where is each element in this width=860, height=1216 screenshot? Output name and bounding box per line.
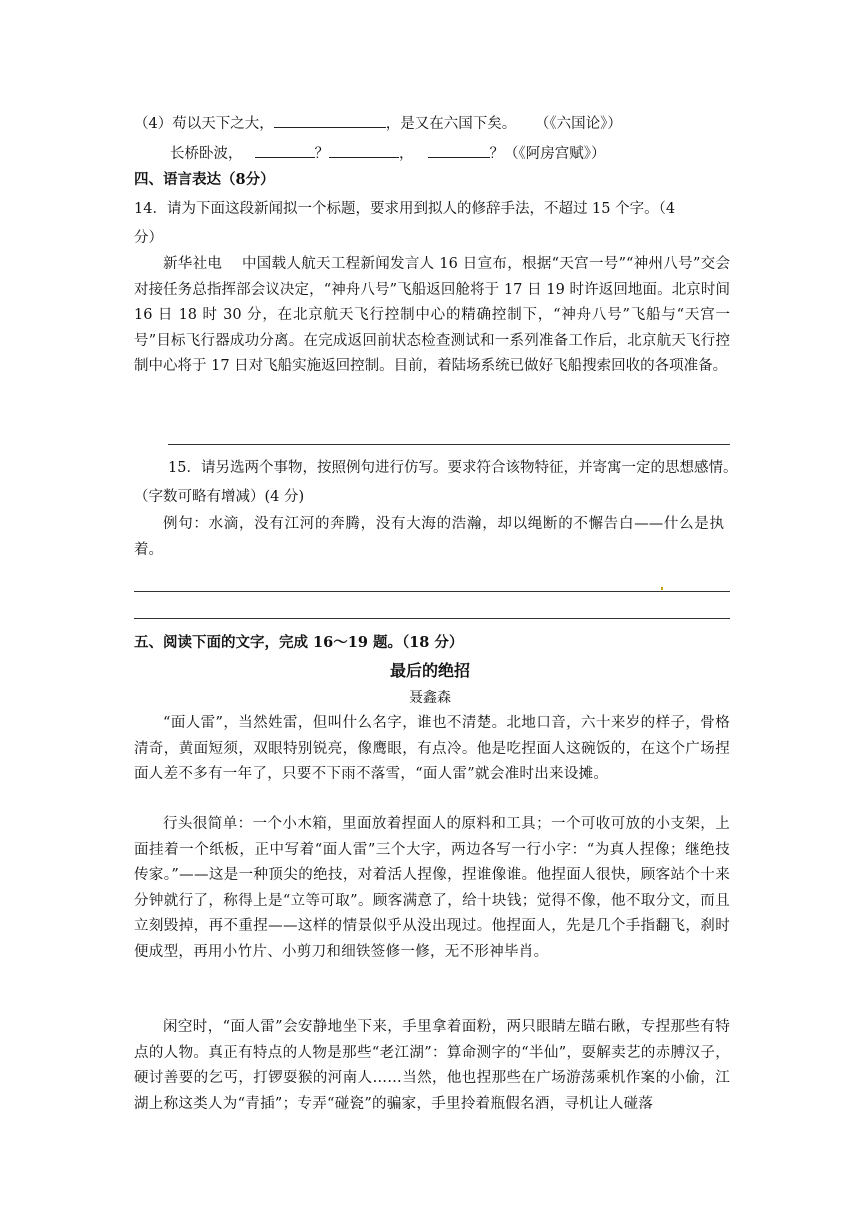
section-heading-4: 四、语言表达（8分） (134, 171, 275, 188)
q13-4-prefix: （4）苟以天下之大 (134, 116, 260, 132)
q13-item-5 (170, 141, 770, 164)
q13-item-4 (134, 111, 734, 134)
blank-line (329, 141, 399, 158)
q15-prompt-line2: （字数可略有增减）(4 分) (134, 489, 305, 505)
essay-author: 聂鑫森 (409, 690, 451, 706)
essay-paragraph-3: 闲空时，“面人雷”会安静地坐下来，手里拿着面粉，两只眼睛左瞄右瞅，专捏那些有特点的人物。真正有特点的人物是那些“老江湖”：算命测字的“半仙”，耍解卖艺的赤膊汉子，硬讨善要的乞丐，打锣耍猴的河南人……当然，他也捏那些在广场游荡乘机作案的小偷，江湖上称这类人为“青插”；专弄“碰瓷”的骗家，手里拎着瓶假名酒，寻机让人碰落 (134, 1019, 730, 1112)
q14-news-paragraph: 新华社电 中国载人航天工程新闻发言人 16 日宣布，根据“天宫一号”“神州八号”交会对接任务总指挥部会议决定，“神舟八号”飞船返回舱将于 17 日 19 时许返回地面。北京时间 16 日 18 时 30 分，在北京航天飞行控制中心的精确控制下，“神舟八号”飞船与“天宫一号”目标飞行器成功分离。在完成返回前状态检查测试和一系列准备工作后，北京航天飞行控制中心将于 17 日对飞船实施返回控制。目前，着陆场系统已做好飞船搜索回收的各项准备。 (134, 256, 730, 374)
q13-5-c1: ， (399, 146, 414, 162)
q13-5-q1: ？ (314, 146, 329, 162)
section-heading-5: 五、阅读下面的文字，完成 16～19 题。（18 分） (134, 634, 464, 651)
answer-line (168, 444, 730, 445)
q13-5-q2: ？（《阿房宫赋》） (489, 146, 606, 162)
essay-paragraph-2: 行头很简单：一个小木箱，里面放着捏面人的原料和工具；一个可收可放的小支架，上面挂着一个纸板，正中写着“面人雷”三个大字，两边各写一行小字：“为真人捏像；继绝技传家。”——这是一种顶尖的绝技，对着活人捏像，捏谁像谁。他捏面人很快，顾客站个十来分钟就行了，称得上是“立等可取”。顾客满意了，给十块钱；觉得不像，他不取分文，而且立刻毁掉，再不重捏——这样的情景似乎从没出现过。他捏面人，先是几个手指翻飞，刹时便成型，再用小竹片、小剪刀和细铁签修一修，无不形神毕肖。 (134, 816, 730, 960)
q14-prompt-line2: 分） (134, 230, 163, 246)
answer-line (134, 618, 730, 619)
stray-mark (661, 587, 663, 590)
q13-4-comma: ， (259, 116, 274, 132)
q14-prompt-line1: 14．请为下面这段新闻拟一个标题，要求用到拟人的修辞手法，不超过 15 个字。（4 (134, 201, 676, 217)
q15-example: 例句：水滴，没有江河的奔腾，没有大海的浩瀚，却以绳断的不懈告白——什么是执着。 (134, 516, 724, 558)
q13-4-source: （《六国论》） (534, 116, 622, 132)
q15-prompt-line1: 15．请另选两个事物，按照例句进行仿写。要求符合该物特征，并寄寓一定的思想感情。 (168, 460, 738, 476)
essay-paragraph-1: “面人雷”，当然姓雷，但叫什么名字，谁也不清楚。北地口音，六十来岁的样子，骨格清奇，黄面短须，双眼特别锐亮，像鹰眼，有点冷。他是吃捏面人这碗饭的，在这个广场捏面人差不多有一年了，只要不下雨不落雪，“面人雷”就会准时出来设摊。 (134, 715, 730, 782)
blank-line (274, 111, 386, 128)
answer-line (134, 591, 730, 592)
q13-5-prefix: 长桥卧波， (170, 146, 243, 162)
blank-line (428, 141, 490, 158)
essay-title: 最后的绝招 (389, 661, 470, 680)
blank-line (255, 141, 315, 158)
q13-4-suffix: ，是又在六国下矣。 (385, 116, 517, 132)
